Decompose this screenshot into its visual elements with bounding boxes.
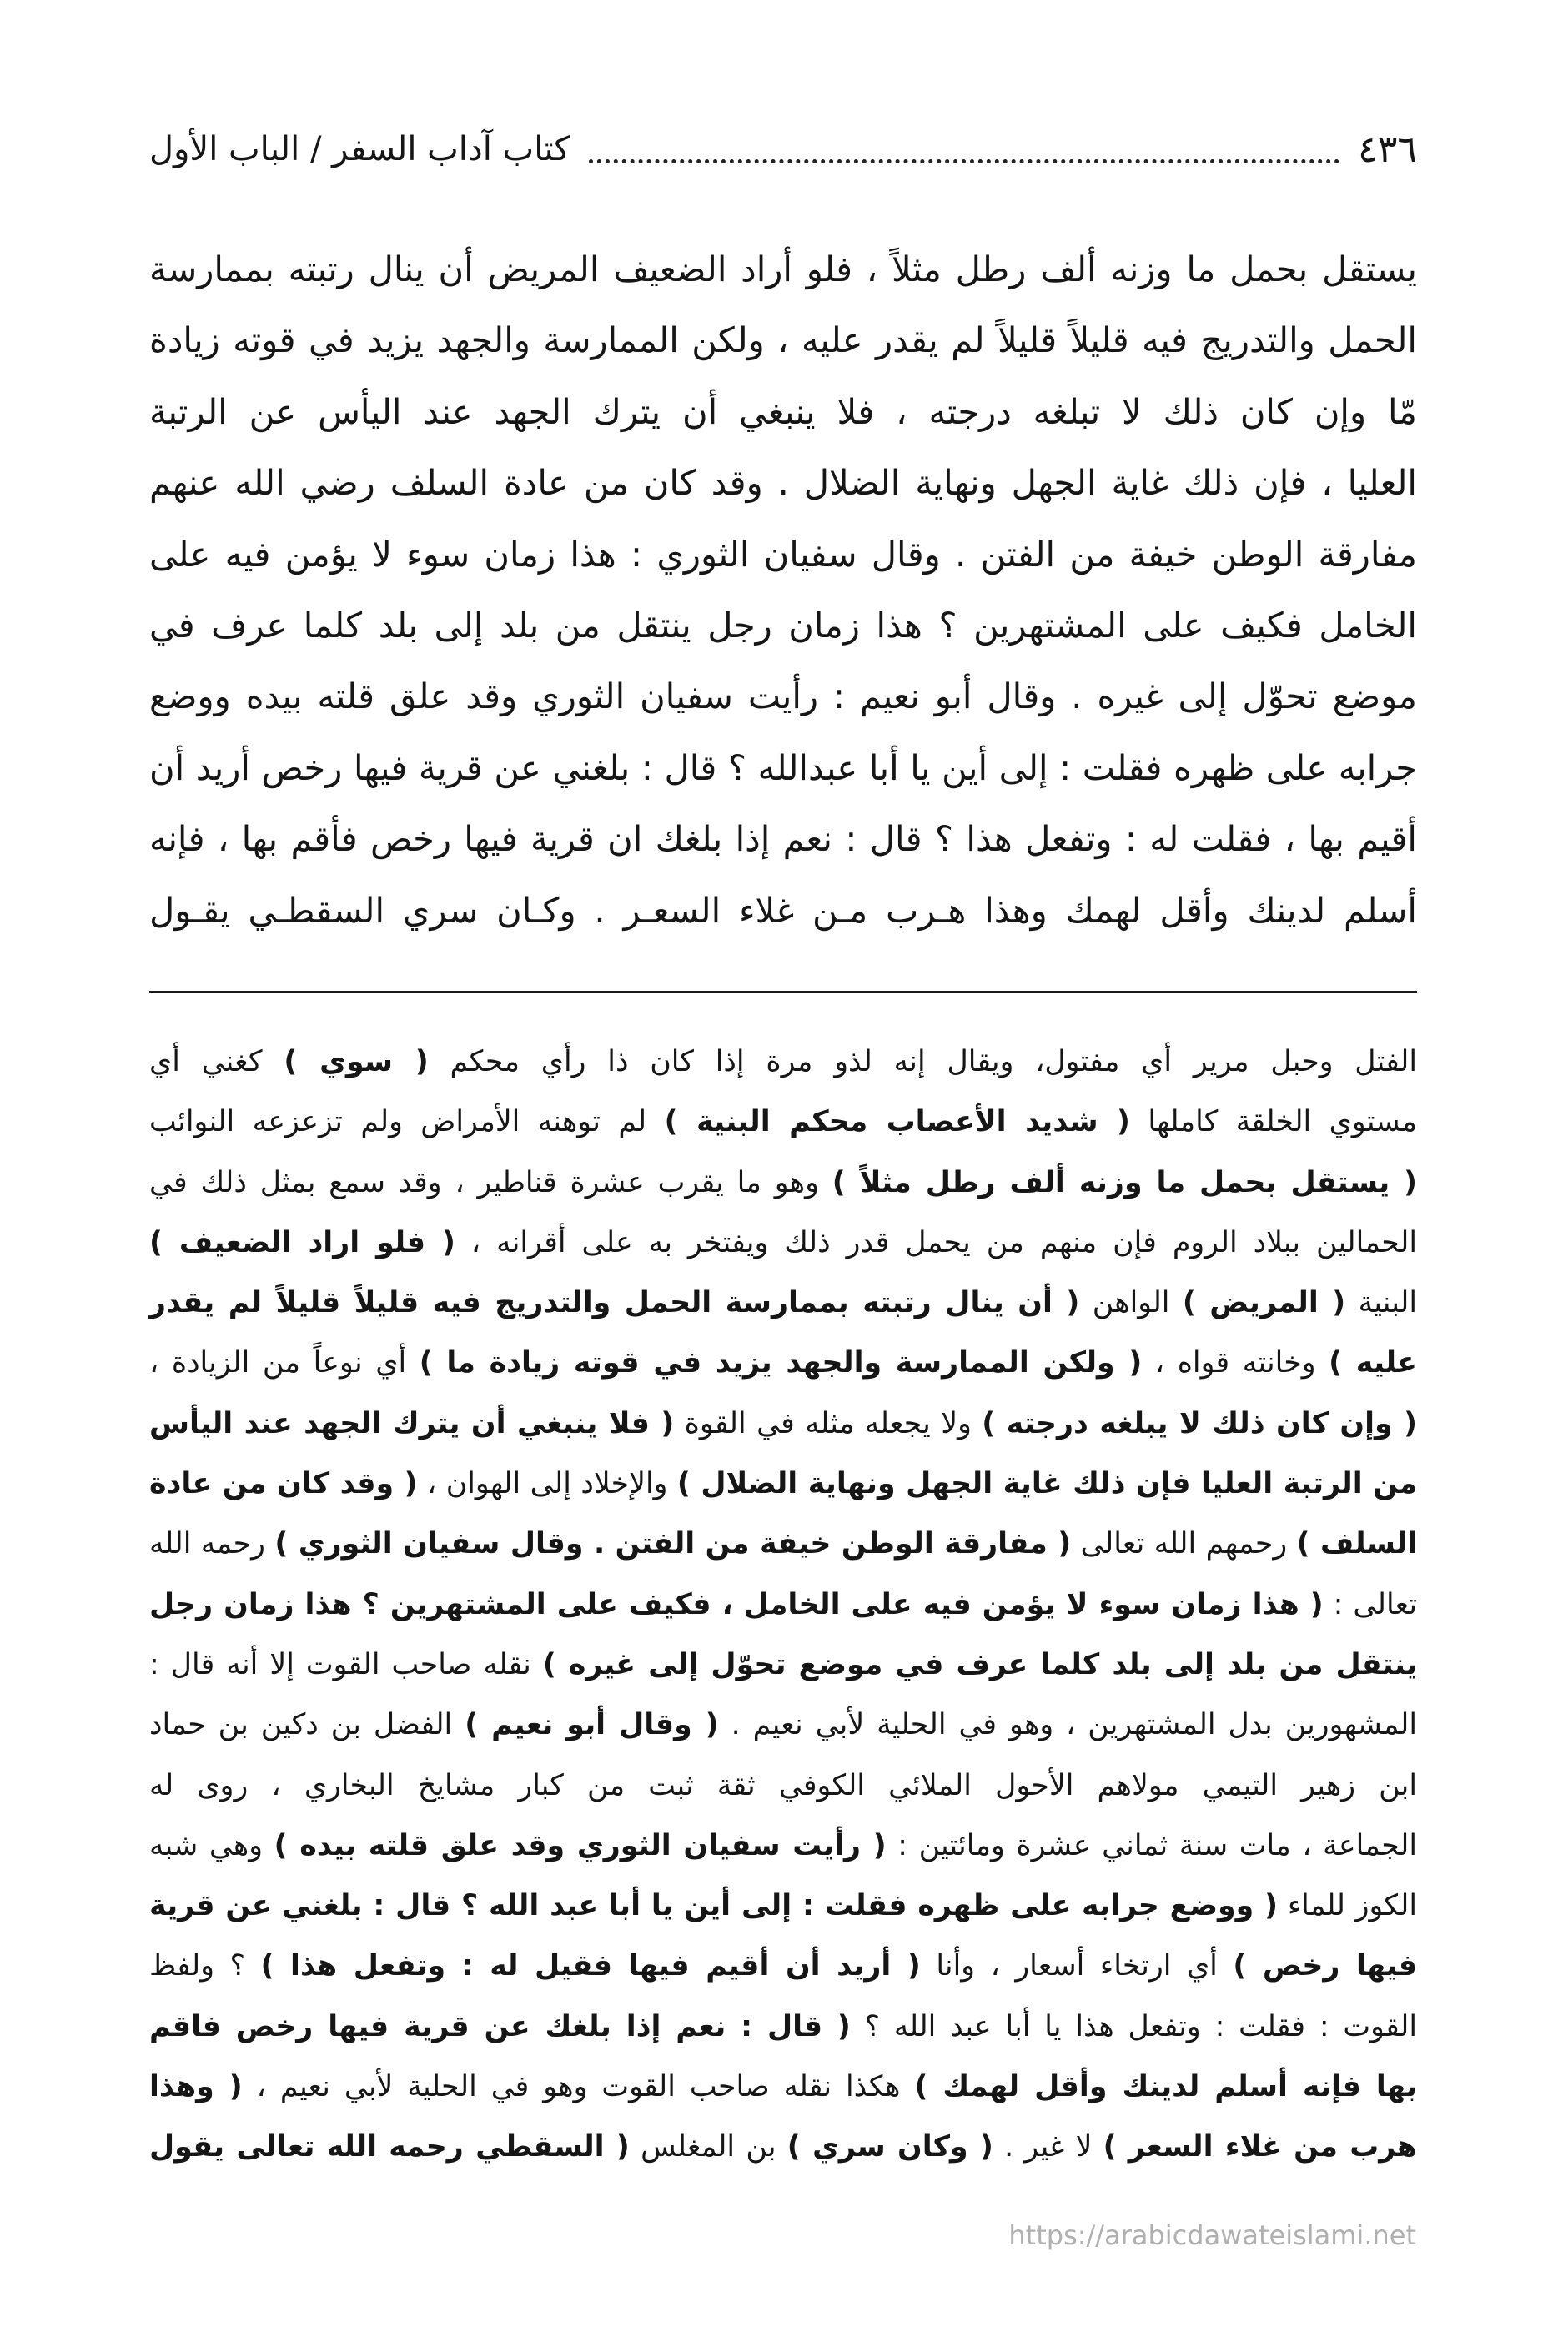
quoted-matn-text: عليه ) [1329, 1346, 1417, 1380]
commentary-gloss-text: رحمه الله [149, 1527, 265, 1561]
commentary-gloss-text: كغني أي [149, 1045, 263, 1078]
commentary-gloss-text: الواهن [1092, 1286, 1170, 1320]
main-text [149, 234, 1417, 946]
commentary-gloss-text: رحمهم الله تعالى [1080, 1527, 1288, 1561]
commentary-line [149, 1575, 1417, 1635]
commentary-line [149, 1032, 1417, 1092]
commentary-gloss-text: وهو ما يقرب عشرة قناطير ، وقد سمع بمثل ذلك في [149, 1165, 819, 1199]
commentary-gloss-text: الكوز للماء [1287, 1889, 1417, 1923]
quoted-matn-text: ( وإن كان ذلك لا يبلغه درجته ) [982, 1406, 1417, 1440]
commentary-gloss-text: أي نوعاً من الزيادة ، [149, 1346, 407, 1380]
quoted-matn-text: السلف ) [1296, 1527, 1418, 1561]
commentary-gloss-text: هكذا نقله صاحب القوت وهو في الحلية لأبي نعيم ، [256, 2070, 901, 2104]
main-text-line: أقيم بها ، فقلت له : وتفعل هذا ؟ قال : نعم إذا بلغك ان قرية فيها رخص فأقم بها ، فإنه [149, 818, 1417, 860]
quoted-matn-text: ( رأيت سفيان الثوري وقد علق قلته بيده ) [274, 1828, 887, 1862]
commentary-line [149, 1333, 1417, 1393]
commentary-gloss-text: ولا يجعله مثله في القوة [684, 1406, 972, 1440]
commentary-gloss-text: وهي شبه [149, 1828, 264, 1862]
commentary-line [149, 1635, 1417, 1695]
quoted-matn-text: هرب من غلاء السعر ) [1103, 2130, 1417, 2164]
quoted-matn-text: ( فلا ينبغي أن يترك الجهد عند اليأس [149, 1406, 675, 1440]
main-text-line: العليا ، فإن ذلك غاية الجهل ونهاية الضلال . وقد كان من عادة السلف رضي الله عنهم [149, 462, 1417, 504]
main-text-line: موضع تحوّل إلى غيره . وقال أبو نعيم : رأيت سفيان الثوري وقد علق قلته بيده ووضع [149, 676, 1417, 717]
commentary-gloss-text: الفضل بن دكين بن حماد [149, 1708, 453, 1742]
commentary-line [149, 1514, 1417, 1574]
commentary-line [149, 1273, 1417, 1333]
commentary-line [149, 1876, 1417, 1936]
main-text-line: مفارقة الوطن خيفة من الفتن . وقال سفيان الثوري : هذا زمان سوء لا يؤمن فيه على [149, 533, 1417, 575]
commentary-gloss-text: تعالى : [1333, 1587, 1417, 1621]
commentary-gloss-text: أي ارتخاء أسعار ، وأنا [936, 1949, 1218, 1983]
quoted-matn-text: ( وكان سري ) [787, 2130, 993, 2164]
commentary-line [149, 1816, 1417, 1876]
commentary-line [149, 1997, 1417, 2057]
quoted-matn-text: ( سوي ) [284, 1045, 429, 1078]
main-text-line: الحمل والتدريج فيه قليلاً قليلاً لم يقدر عليه ، ولكن الممارسة والجهد يزيد في قوته زيادة [149, 319, 1417, 361]
quoted-matn-text: ( السقطي رحمه الله تعالى يقول [149, 2130, 630, 2164]
quoted-matn-text: ينتقل من بلد إلى بلد كلما عرف في موضع تحوّل إلى غيره ) [542, 1647, 1418, 1681]
footnote-divider [149, 991, 1417, 993]
quoted-matn-text: ( فلو اراد الضعيف ) [149, 1225, 455, 1259]
quoted-matn-text: ( ووضع جرابه على ظهره فقلت : إلى أين يا أبا عبد الله ؟ قال : بلغني عن قرية [149, 1889, 1279, 1923]
quoted-matn-text: ( أن ينال رتبته بممارسة الحمل والتدريج فيه قليلاً قليلاً لم يقدر [149, 1286, 1080, 1320]
commentary-line [149, 1756, 1417, 1816]
quoted-matn-text: فيها رخص ) [1233, 1949, 1418, 1983]
commentary-gloss-text: الحمالين ببلاد الروم فإن منهم من يحمل قدر ذلك ويفتخر به على أقرانه ، [470, 1225, 1418, 1259]
commentary-line [149, 1394, 1417, 1454]
commentary-block [149, 1032, 1417, 2178]
leader-dots [589, 159, 1340, 163]
page-number: ٤٣٦ [1358, 128, 1417, 171]
commentary-line [149, 1213, 1417, 1273]
quoted-matn-text: ( شديد الأعصاب محكم البنية ) [664, 1105, 1130, 1139]
commentary-line [149, 1153, 1417, 1213]
commentary-gloss-text: وخانته قواه ، [1154, 1346, 1316, 1380]
commentary-gloss-text: ابن زهير التيمي مولاهم الأحول الملائي الكوفي ثقة ثبت من كبار مشايخ البخاري ، روى له [149, 1768, 1417, 1802]
commentary-gloss-text: نقله صاحب القوت إلا أنه قال : [149, 1647, 531, 1681]
main-text-line: أسلم لدينك وأقل لهمك وهذا هـرب مـن غلاء السعـر . وكـان سري السقطـي يقـول [149, 889, 1417, 931]
commentary-line [149, 2057, 1417, 2117]
quoted-matn-text: بها فإنه أسلم لدينك وأقل لهمك ) [914, 2070, 1417, 2104]
running-header [149, 120, 1417, 178]
quoted-matn-text: ( وهذا [149, 2070, 243, 2104]
commentary-gloss-text: ؟ ولفظ [149, 1949, 246, 1983]
commentary-line [149, 1695, 1417, 1755]
commentary-gloss-text: بن المغلس [641, 2130, 776, 2164]
source-watermark: https://arabicdawateislami.net [1008, 2219, 1416, 2251]
commentary-line [149, 1936, 1417, 1996]
quoted-matn-text: ( هذا زمان سوء لا يؤمن فيه على الخامل ، فكيف على المشتهرين ؟ هذا زمان رجل [149, 1587, 1324, 1621]
main-text-line: مّا وإن كان ذلك لا تبلغه درجته ، فلا ينبغي أن يترك الجهد عند اليأس عن الرتبة [149, 390, 1417, 432]
commentary-gloss-text: لا غير . [1004, 2130, 1093, 2164]
quoted-matn-text: ( مفارقة الوطن خيفة من الفتن . وقال سفيان الثوري ) [274, 1527, 1072, 1561]
quoted-matn-text: ( وقال أبو نعيم ) [465, 1708, 719, 1742]
quoted-matn-text: ( ولكن الممارسة والجهد يزيد في قوته زيادة ما ) [419, 1346, 1143, 1380]
commentary-gloss-text: مستوي الخلقة كاملها [1148, 1105, 1418, 1139]
commentary-gloss-text: القوت : فقلت : وتفعل هذا يا أبا عبد الله ؟ [864, 2009, 1417, 2043]
commentary-gloss-text: الفتل وحبل مرير أي مفتول، ويقال إنه لذو مرة إذا كان ذا رأي محكم [450, 1045, 1417, 1078]
commentary-gloss-text: المشهورين بدل المشتهرين ، وهو في الحلية لأبي نعيم . [731, 1708, 1417, 1742]
commentary-gloss-text: البنية [1358, 1286, 1418, 1320]
quoted-matn-text: من الرتبة العليا فإن ذلك غاية الجهل ونهاية الضلال ) [676, 1467, 1417, 1501]
main-text-line: يستقل بحمل ما وزنه ألف رطل مثلاً ، فلو أراد الضعيف المريض أن ينال رتبته بممارسة [149, 249, 1417, 289]
commentary-gloss-text: لم توهنه الأمراض ولم تزعزعه النوائب [149, 1105, 647, 1139]
commentary-line [149, 1454, 1417, 1514]
main-text-line: جرابه على ظهره فقلت : إلى أين يا أبا عبدالله ؟ قال : بلغني عن قرية فيها رخص أريد أن [149, 746, 1417, 788]
running-title: كتاب آداب السفر / الباب الأول [149, 130, 570, 168]
quoted-matn-text: ( قال : نعم إذا بلغك عن قرية فيها رخص فاقم [149, 2009, 851, 2043]
commentary-gloss-text: الجماعة ، مات سنة ثماني عشرة ومائتين : [897, 1828, 1417, 1862]
quoted-matn-text: ( المريض ) [1182, 1286, 1346, 1320]
quoted-matn-text: ( أريد أن أقيم فيها فقيل له : وتفعل هذا ) [260, 1949, 921, 1983]
quoted-matn-text: ( يستقل بحمل ما وزنه ألف رطل مثلاً ) [832, 1165, 1417, 1199]
commentary-gloss-text: والإخلاد إلى الهوان ، [427, 1467, 668, 1501]
commentary-line [149, 1092, 1417, 1152]
main-text-line: الخامل فكيف على المشتهرين ؟ هذا زمان رجل ينتقل من بلد إلى بلد كلما عرف في [149, 604, 1417, 646]
commentary-line [149, 2117, 1417, 2177]
quoted-matn-text: ( وقد كان من عادة [149, 1467, 418, 1501]
